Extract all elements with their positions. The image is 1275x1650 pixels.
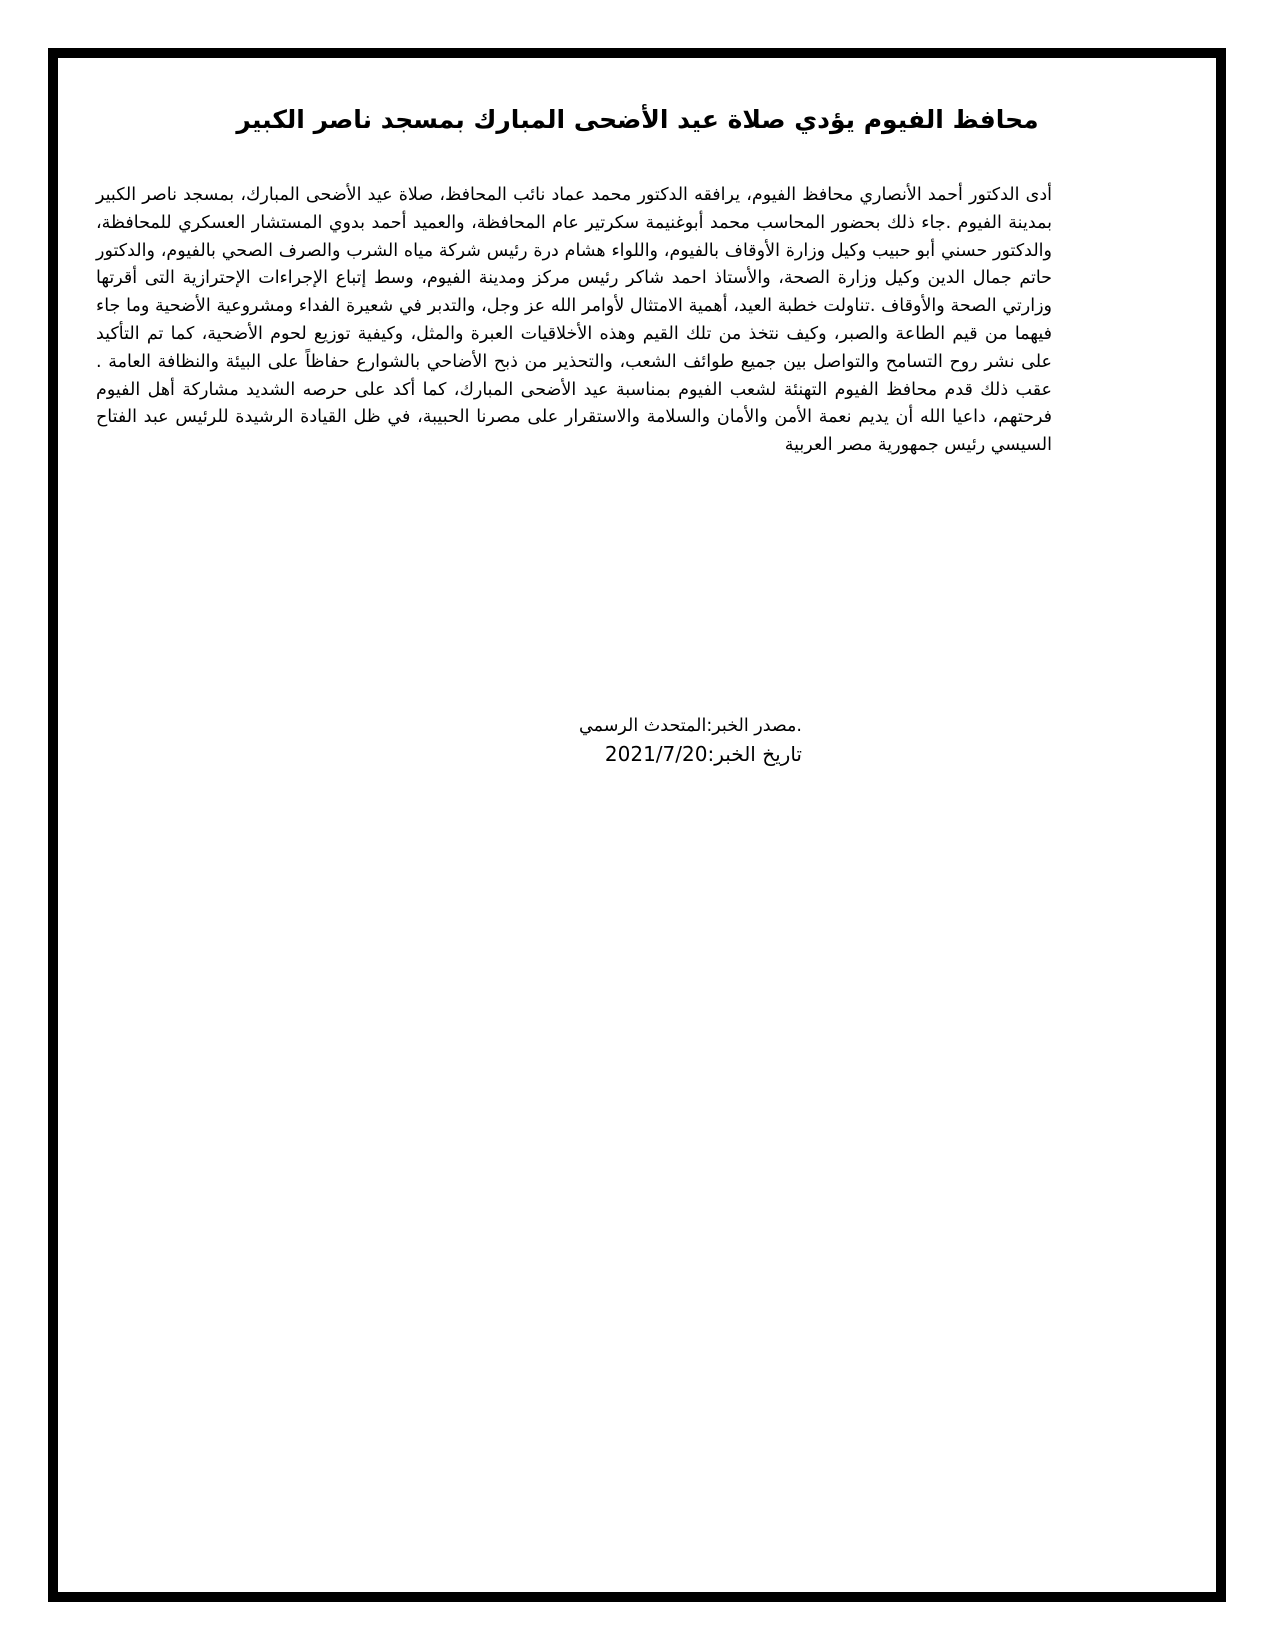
document-title: محافظ الفيوم يؤدي صلاة عيد الأضحى المبارك بمسجد ناصر الكبير (236, 105, 1039, 134)
news-date: تاريخ الخبر:2021/7/20 (604, 742, 802, 766)
article-body: أدى الدكتور أحمد الأنصاري محافظ الفيوم، يرافقه الدكتور محمد عماد نائب المحافظ، صلاة عيد الأضحى المبارك، بمسجد ناصر الكبير بمدينة الفيوم .جاء ذلك بحضور المحاسب محمد أبوغنيمة سكرتير عام المحافظة، والعميد أحمد بدوي المستشار العسكري للمحافظة، والدكتور حسني أبو حبيب وكيل وزارة الأوقاف بالفيوم، واللواء هشام درة رئيس شركة مياه الشرب والصرف الصحي بالفيوم، والدكتور حاتم جمال الدين وكيل وزارة الصحة، والأستاذ احمد شاكر رئيس مركز ومدينة الفيوم، وسط إتباع الإجراءات الإحترازية التى أقرتها وزارتي الصحة والأوقاف .تناولت خطبة العيد، أهمية الامتثال لأوامر الله عز وجل، والتدبر في شعيرة الفداء ومشروعية الأضحية وما جاء فيهما من قيم الطاعة والصبر، وكيف نتخذ من تلك القيم وهذه الأخلاقيات العبرة والمثل، وكيفية توزيع لحوم الأضحية، كما تم التأكيد على نشر روح التسامح والتواصل بين جميع طوائف الشعب، والتحذير من ذبح الأضاحي بالشوارع حفاظاً على البيئة والنظافة العامة . عقب ذلك قدم محافظ الفيوم التهنئة لشعب الفيوم بمناسبة عيد الأضحى المبارك، كما أكد على حرصه الشديد مشاركة أهل الفيوم فرحتهم، داعيا الله أن يديم نعمة الأمن والأمان والسلامة والاستقرار على مصرنا الحبيبة، في ظل القيادة الرشيدة للرئيس عبد الفتاح السيسي رئيس جمهورية مصر العربية (96, 185, 1052, 456)
news-source: .مصدر الخبر:المتحدث الرسمي (579, 716, 802, 736)
